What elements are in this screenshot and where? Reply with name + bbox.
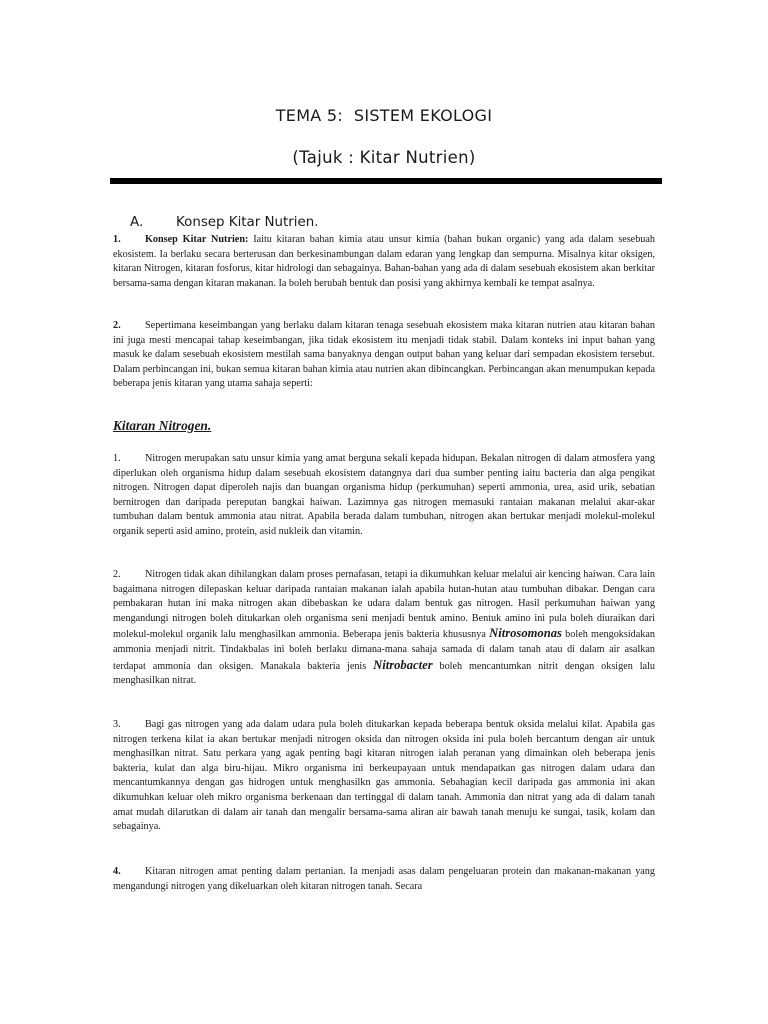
paragraph-number: 3. [113, 719, 121, 730]
paragraph-text: Iaitu kitaran bahan kimia atau unsur kimia (bahan bukan organic) yang ada dalam sesebuah ekosistem. Ia berlaku secara berterusan dan berkesinambungan dalam edaran yang lengkap dan sempurna. Misalnya kitar oksigen, kitaran Nitrogen, kitaran fosforus, kitar hidrologi dan sebagainya. Bahan-bahan yang ada di dalam sesebuah ekosistem akan berkitar bersama-sama dengan kitaran makanan. Ia boleh berubah bentuk dan posisi yang akhirnya kembali ke tempat asalnya. [113, 234, 655, 289]
bacteria-name-nitrosomonas: Nitrosomonas [489, 626, 562, 641]
section-letter: A. [130, 215, 144, 230]
paragraph-nitrogen-2 [113, 568, 655, 689]
paragraph-lead: Konsep Kitar Nutrien: [145, 234, 249, 245]
paragraph-nitrogen-4 [113, 865, 655, 894]
page-subtitle: (Tajuk : Kitar Nutrien) [292, 148, 476, 167]
bacteria-name-nitrobacter: Nitrobacter [373, 657, 433, 672]
paragraph-text: boleh mengoksidakan ammonia menjadi nitrit. Tindakbalas ini boleh berlaku dimana-mana sahaja samada di dalam tanah atau di dalam air asalkan terdapat ammonia dan oksigen. Manakala bakteria jenis [113, 629, 655, 672]
paragraph-nitrogen-1 [113, 452, 655, 540]
paragraph-text: Bagi gas nitrogen yang ada dalam udara pula boleh ditukarkan kepada beberapa bentuk oksida melalui kilat. Apabila gas nitrogen terkena kilat ia akan bertukar menjadi nitrogen oksida dan nitrogen oksida ini pula boleh bercantum dengan air untuk menghasilkan nitrat. Satu perkara yang agak penting bagi kitaran nitrogen ialah peranan yang dimainkan oleh beberapa jenis bakteria, kulat dan alga biru-hijau. Mikro organisma ini berkeupayaan untuk mendapatkan gas nitrogen dalam udara dan mencantumkannya dengan gas hidrogen untuk menghasilkn gas ammonia. Sebahagian kecil daripada gas ammonia ini akan dikumuhkan keluar oleh mikro organisma berkenaan dan tertinggal di dalam tanah. Ammonia dan nitrat yang ada di dalam tanah amat mudah dilarutkan di dalam air tanah dan mengalir bersama-sama aliran air bawah tanah menuju ke sungai, tasik, kolam dan sebagainya. [113, 719, 655, 833]
subheading-kitaran-nitrogen: Kitaran Nitrogen. [113, 418, 212, 433]
paragraph-text: Sepertimana keseimbangan yang berlaku dalam kitaran tenaga sesebuah ekosistem maka kitaran nutrien atau kitaran bahan ini juga mesti mencapai tahap keseimbangan, jika tidak ekosistem itu menjadi tidak stabil. Dalam konteks ini input bahan yang masuk ke dalam sesebuah ekosistem mestilah sama banyaknya dengan output bahan yang keluar dari sempadan ekosistem tersebut. Dalam perbincangan ini, bukan semua kitaran bahan kimia atau nutrien akan dibincangkan. Perbincangan akan menumpukan kepada beberapa jenis kitaran yang utama sahaja seperti: [113, 320, 655, 390]
paragraph-nitrogen-3 [113, 718, 655, 835]
paragraph-2 [113, 319, 655, 392]
paragraph-number: 1. [113, 234, 121, 245]
paragraph-text: Nitrogen merupakan satu unsur kimia yang amat berguna sekali kepada hidupan. Bekalan nitrogen di dalam atmosfera yang diperlukan oleh organisma hidup dalam sesebuah ekosistem datangnya dari dua sumber penting iaitu bacteria dan alga pengikat nitrogen. Nitrogen dapat diperoleh najis dan buangan organisma hidup (perkumuhan) seperti ammonia, urea, asid urik, sebatian bernitrogen dan daripada pereputan bangkai haiwan. Lazimnya gas nitrogen memasuki rantaian makanan melalui akar-akar tumbuhan dalam bentuk ammonia atau nitrat. Apabila berada dalam tumbuhan, nitrogen akan bertukar menjadi molekul-molekul organik seperti asid amino, protein, asid nukleik dan vitamin. [113, 453, 655, 537]
paragraph-text: Nitrogen tidak akan dihilangkan dalam proses pernafasan, tetapi ia dikumuhkan keluar melalui air kencing haiwan. Cara lain bagaimana nitrogen dilepaskan keluar daripada rantaian makanan ialah apabila hutan-hutan atau tumbuhan dibakar. Dengan cara pembakaran hutan ini maka nitrogen akan dibebaskan ke udara dalam bentuk gas nitrogen. Hasil perkumuhan haiwan yang mengandungi nitrogen boleh ditukarkan oleh organisma seni menjadi bentuk amino. Bentuk amino ini pula boleh diuraikan dari molekul-molekul organik lalu menghasilkan ammonia. Beberapa jenis bakteria khususnya [113, 569, 655, 641]
paragraph-number: 4. [113, 866, 121, 877]
paragraph-number: 1. [113, 453, 121, 464]
paragraph-number: 2. [113, 320, 121, 331]
section-label: Konsep Kitar Nutrien. [176, 215, 319, 230]
title-divider [110, 178, 662, 184]
paragraph-text: Kitaran nitrogen amat penting dalam pertanian. Ia menjadi asas dalam pengeluaran protein dan makanan-makanan yang mengandungi nitrogen yang dikeluarkan oleh kitaran nitrogen tanah. Secara [113, 866, 655, 892]
paragraph-number: 2. [113, 569, 121, 580]
page-title: TEMA 5: SISTEM EKOLOGI [275, 106, 493, 125]
paragraph-1 [113, 233, 655, 291]
paragraph-text: boleh mencantumkan nitrit dengan oksigen lalu menghasilkan nitrat. [113, 660, 656, 687]
